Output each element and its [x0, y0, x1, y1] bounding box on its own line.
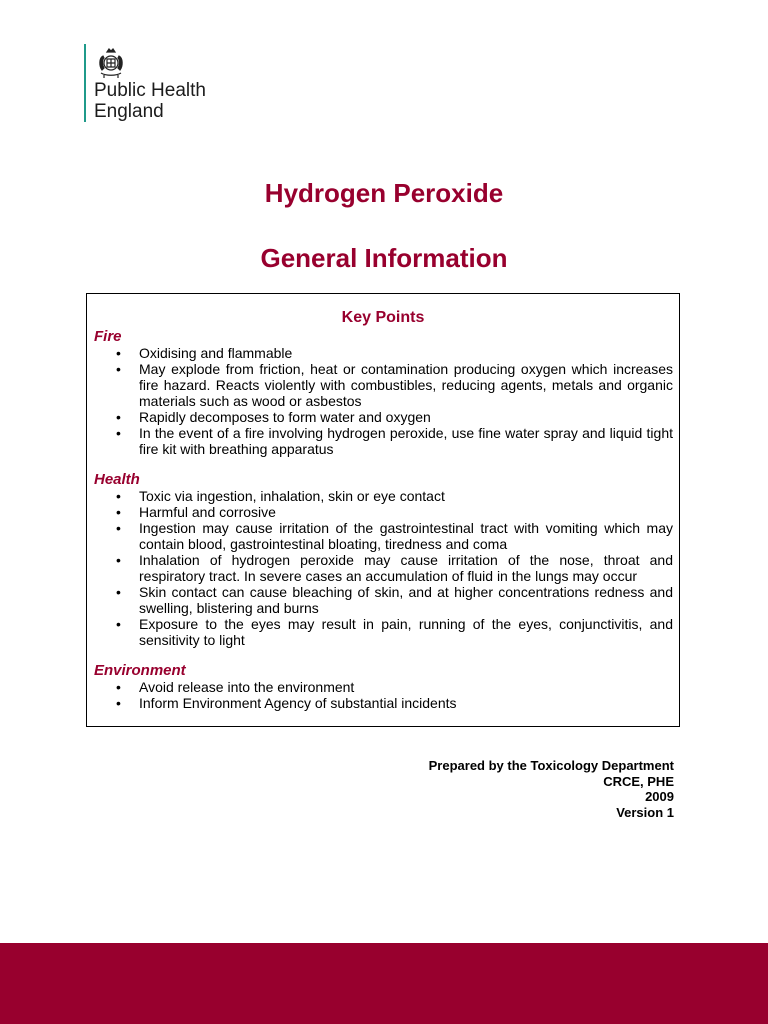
list-item: • Skin contact can cause bleaching of skin, and at higher concentrations redness and swelling, blistering and burns: [87, 584, 679, 616]
document-title: Hydrogen Peroxide: [264, 178, 504, 208]
key-points-heading: Key Points: [341, 309, 425, 326]
list-item: • Avoid release into the environment: [87, 679, 679, 695]
year-line: 2009: [645, 789, 674, 804]
list-item: • In the event of a fire involving hydrogen peroxide, use fine water spray and liquid tight fire kit with breathing apparatus: [87, 425, 679, 457]
fire-points-list: [87, 345, 679, 457]
list-item: • Rapidly decomposes to form water and oxygen: [87, 409, 679, 425]
list-item: • Toxic via ingestion, inhalation, skin or eye contact: [87, 488, 679, 504]
logo-divider-bar: [84, 44, 86, 122]
key-points-box: [86, 293, 680, 727]
list-item: • Inform Environment Agency of substantial incidents: [87, 695, 679, 711]
footer-band: [0, 943, 768, 1024]
prepared-by-block: [429, 758, 674, 820]
health-points-list: [87, 488, 679, 648]
document-subtitle: General Information: [260, 243, 508, 273]
prepared-by-line: Prepared by the Toxicology Department: [428, 758, 674, 773]
list-item: • Harmful and corrosive: [87, 504, 679, 520]
environment-points-list: [87, 679, 679, 711]
list-item: • Inhalation of hydrogen peroxide may cause irritation of the nose, throat and respiratory tract. In severe cases an accumulation of fluid in the lungs may occur: [87, 552, 679, 584]
organisation-name-line2: England: [94, 101, 164, 122]
organisation-name-line1: Public Health: [94, 80, 206, 101]
version-line: Version 1: [616, 804, 674, 820]
royal-crest-icon: [94, 46, 128, 80]
organisation-name: [94, 80, 206, 122]
list-item: • Exposure to the eyes may result in pain, running of the eyes, conjunctivitis, and sensitivity to light: [87, 616, 679, 648]
department-line: CRCE, PHE: [603, 773, 674, 789]
list-item: • Oxidising and flammable: [87, 345, 679, 361]
section-title-health: Health: [94, 471, 140, 488]
list-item: • Ingestion may cause irritation of the gastrointestinal tract with vomiting which may contain blood, gastrointestinal bloating, tiredness and coma: [87, 520, 679, 552]
list-item: • May explode from friction, heat or contamination producing oxygen which increases fire hazard. Reacts violently with combustibles, reducing agents, metals and organic materials such as wood or asbestos: [87, 361, 679, 409]
section-title-environment: Environment: [94, 662, 186, 679]
section-title-fire: Fire: [94, 328, 122, 345]
